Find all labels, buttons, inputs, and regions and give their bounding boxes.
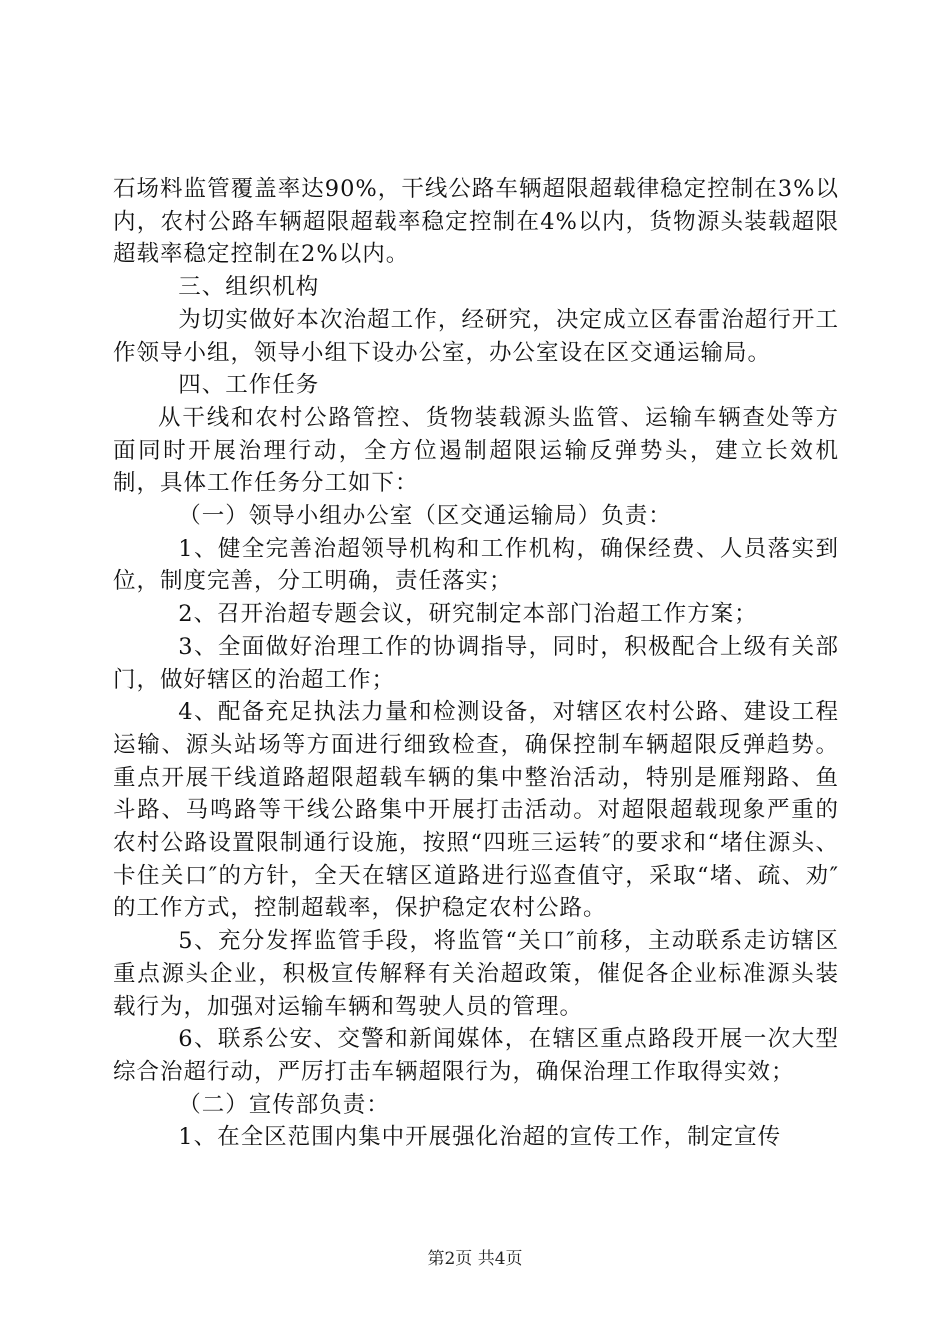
list-item: 6、联系公安、交警和新闻媒体，在辖区重点路段开展一次大型综合治超行动，严厉打击车辆超限行为，确保治理工作取得实效； (113, 1026, 839, 1085)
subheading-propaganda-dept: （二）宣传部负责： (178, 1091, 390, 1118)
list-item: 3、全面做好治理工作的协调指导，同时，积极配合上级有关部门，做好辖区的治超工作； (113, 633, 839, 693)
list-item: 1、在全区范围内集中开展强化治超的宣传工作，制定宣传 (178, 1124, 782, 1151)
paragraph-organization: 为切实做好本次治超工作，经研究，决定成立区春雷治超行开工作领导小组，领导小组下设办公室，办公室设在区交通运输局。 (113, 306, 839, 366)
section-heading-tasks: 四、工作任务 (178, 372, 320, 399)
list-item: 2、召开治超专题会议，研究制定本部门治超工作方案； (178, 601, 758, 628)
paragraph-tasks-intro: 从干线和农村公路管控、货物装载源头监管、运输车辆查处等方面同时开展治理行动，全方位遏制超限运输反弹势头，建立长效机制，具体工作任务分工如下： (113, 404, 839, 497)
page-number-footer: 第2页 共4页 (427, 1249, 523, 1269)
list-item: 5、充分发挥监管手段，将监管“关口″前移，主动联系走访辖区重点源头企业，积极宣传解释有关治超政策，催促各企业标准源头装载行为，加强对运输车辆和驾驶人员的管理。 (113, 928, 839, 1020)
list-item: 1、健全完善治超领导机构和工作机构，确保经费、人员落实到位，制度完善，分工明确，责任落实； (113, 535, 839, 595)
document-body (113, 173, 839, 1154)
list-item: 4、配备充足执法力量和检测设备，对辖区农村公路、建设工程运输、源头站场等方面进行细致检查，确保控制车辆超限反弹趋势。重点开展干线道路超限超载车辆的集中整治活动，特别是雁翔路、鱼斗路、马鸣路等干线公路集中开展打击活动。对超限超载现象严重的农村公路设置限制通行设施，按照“四班三运转″的要求和“堵住源头、卡住关口″的方针，全天在辖区道路进行巡查值守，采取“堵、疏、劝″的工作方式，控制超载率，保护稳定农村公路。 (113, 699, 839, 922)
section-heading-organization: 三、组织机构 (178, 274, 320, 301)
paragraph-continuation: 石场料监管覆盖率达90%，干线公路车辆超限超载律稳定控制在3%以内，农村公路车辆超限超载率稳定控制在4%以内，货物源头装载超限超载率稳定控制在2%以内。 (113, 176, 839, 268)
subheading-leading-office: （一）领导小组办公室（区交通运输局）负责： (178, 503, 672, 530)
